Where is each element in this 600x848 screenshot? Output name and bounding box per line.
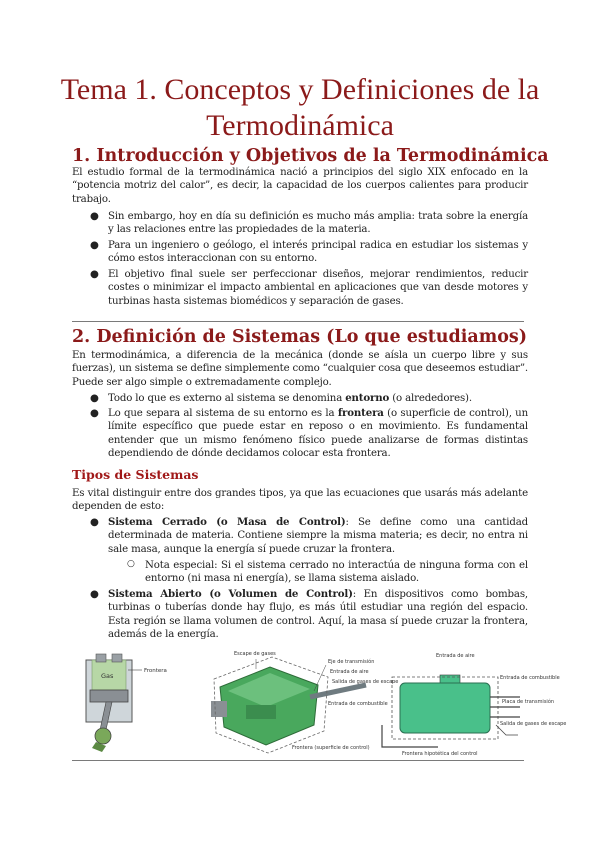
frontera-term: frontera [337,407,384,419]
hollow-bullet-icon: ○ [127,559,135,569]
bullet-text: El objetivo final suele ser perfeccionar diseños, mejorar rendimientos, reducir costes o minimizar el impacto ambiental en aplicaciones que van desde motores y turbinas hasta sistemas biomédicos y separación de gases. [108,269,528,307]
piston-cylinder-figure [76,652,181,754]
section-divider [72,321,524,322]
bullet-icon: ● [90,240,99,251]
types-intro: Es vital distinguir entre dos grandes tipos, ya que las ecuaciones que usarás más adelante dependen de esto: [72,488,528,513]
tank-label-1: Entrada de aire [436,653,475,659]
list-item [90,239,528,266]
list-item [90,268,528,308]
tank-label-5: Frontera hipotética del control [402,751,478,757]
section-1-intro: El estudio formal de la termodinámica nació a principios del siglo XIX enfocado en la “potencia motriz del calor”, es decir, la capacidad de los cuerpos calientes para producir trabajo. [72,167,528,205]
tank-label-4: Salida de gases de escape [500,721,567,727]
exhaust-pipe [211,701,227,717]
bullet-icon: ● [90,269,99,280]
section-2-intro: En termodinámica, a diferencia de la mecánica (donde se aísla un cuerpo libre y sus fuerzas), un sistema se define simplemente como “cualquier cosa que deseemos estudiar”. Puede ser algo simple o extremadamente complejo. [72,350,529,388]
closed-system-term: Sistema Cerrado (o Masa de Control) [108,516,346,528]
leader-line [314,665,326,691]
bullet-icon: ● [90,517,99,528]
valve [96,654,106,662]
entorno-term: entorno [345,392,390,404]
list-item: ● Sistema Abierto (o Volumen de Control): En dispositivos como bombas, turbinas o tuberías donde hay flujo, es más útil estudiar una región del espacio. Esta región se llama volumen de control. Aquí, la masa sí puede cruzar la frontera, además de la energía. [90,588,528,641]
section-1-heading: 1. Introducción y Objetivos de la Termodinámica [72,146,549,166]
engine-label-4: Salida de gases de escape [332,679,399,685]
drive-shaft [310,685,366,697]
bullet-text: Sin embargo, hoy en día su definición es mucho más amplia: trata sobre la energía y las relaciones entre las propiedades de la materia. [108,211,528,236]
engine-label-2: Eje de transmisión [328,659,375,665]
list-item: ● Sistema Cerrado (o Masa de Control): Se define como una cantidad determinada de materia. Contiene siempre la misma materia; es decir, no entra ni sale masa, aunque la energía sí puede cruzar la frontera. [90,516,528,555]
bullet-icon: ● [90,408,99,419]
tank-label-2: Entrada de combustible [500,675,560,681]
types-subheading: Tipos de Sistemas [72,467,199,482]
engine-label-3: Entrada de aire [330,669,369,675]
engine-label-1: Escape de gases [234,651,276,657]
piston [90,690,128,702]
crankshaft [95,728,111,744]
gas-label: Gas [101,672,114,680]
engine-detail [246,705,276,719]
frontera-label: Frontera [144,668,167,674]
list-item: ● Todo lo que es externo al sistema se denomina entorno (o alrededores). [90,392,472,404]
tank-body [400,683,490,733]
list-item: ● Lo que separa al sistema de su entorno es la frontera (o superficie de control), un límite específico que puede estar en reposo o en movimiento. Es fundamental entender que un mismo fenómeno físico puede analizarse de formas distintas dependiendo de dónde decidamos colocar esta frontera. [90,407,529,460]
section-divider [72,760,524,761]
page-title: Tema 1. Conceptos y Definiciones de la Termodinámica [60,73,540,142]
list-item [90,210,528,237]
open-system-term: Sistema Abierto (o Volumen de Control) [108,588,353,600]
bullet-icon: ● [90,393,99,404]
engine-label-5: Entrada de combustible [328,701,388,707]
bullet-text: Para un ingeniero o geólogo, el interés principal radica en estudiar los sistemas y cómo estos interaccionan con su entorno. [108,240,528,265]
engine-control-volume-figure [206,645,399,755]
bullet-icon: ● [90,211,99,222]
bullet-icon: ● [90,589,99,600]
tank-control-volume-figure [378,645,567,757]
section-2-heading: 2. Definición de Sistemas (Lo que estudiamos) [72,327,528,347]
valve [112,654,122,662]
list-item: ○ Nota especial: Si el sistema cerrado no interactúa de ninguna forma con el entorno (ni masa ni energía), se llama sistema aislado. [127,559,528,585]
tank-label-3: Placa de transmisión [502,699,555,705]
engine-label-6: Frontera (superficie de control) [292,745,370,751]
